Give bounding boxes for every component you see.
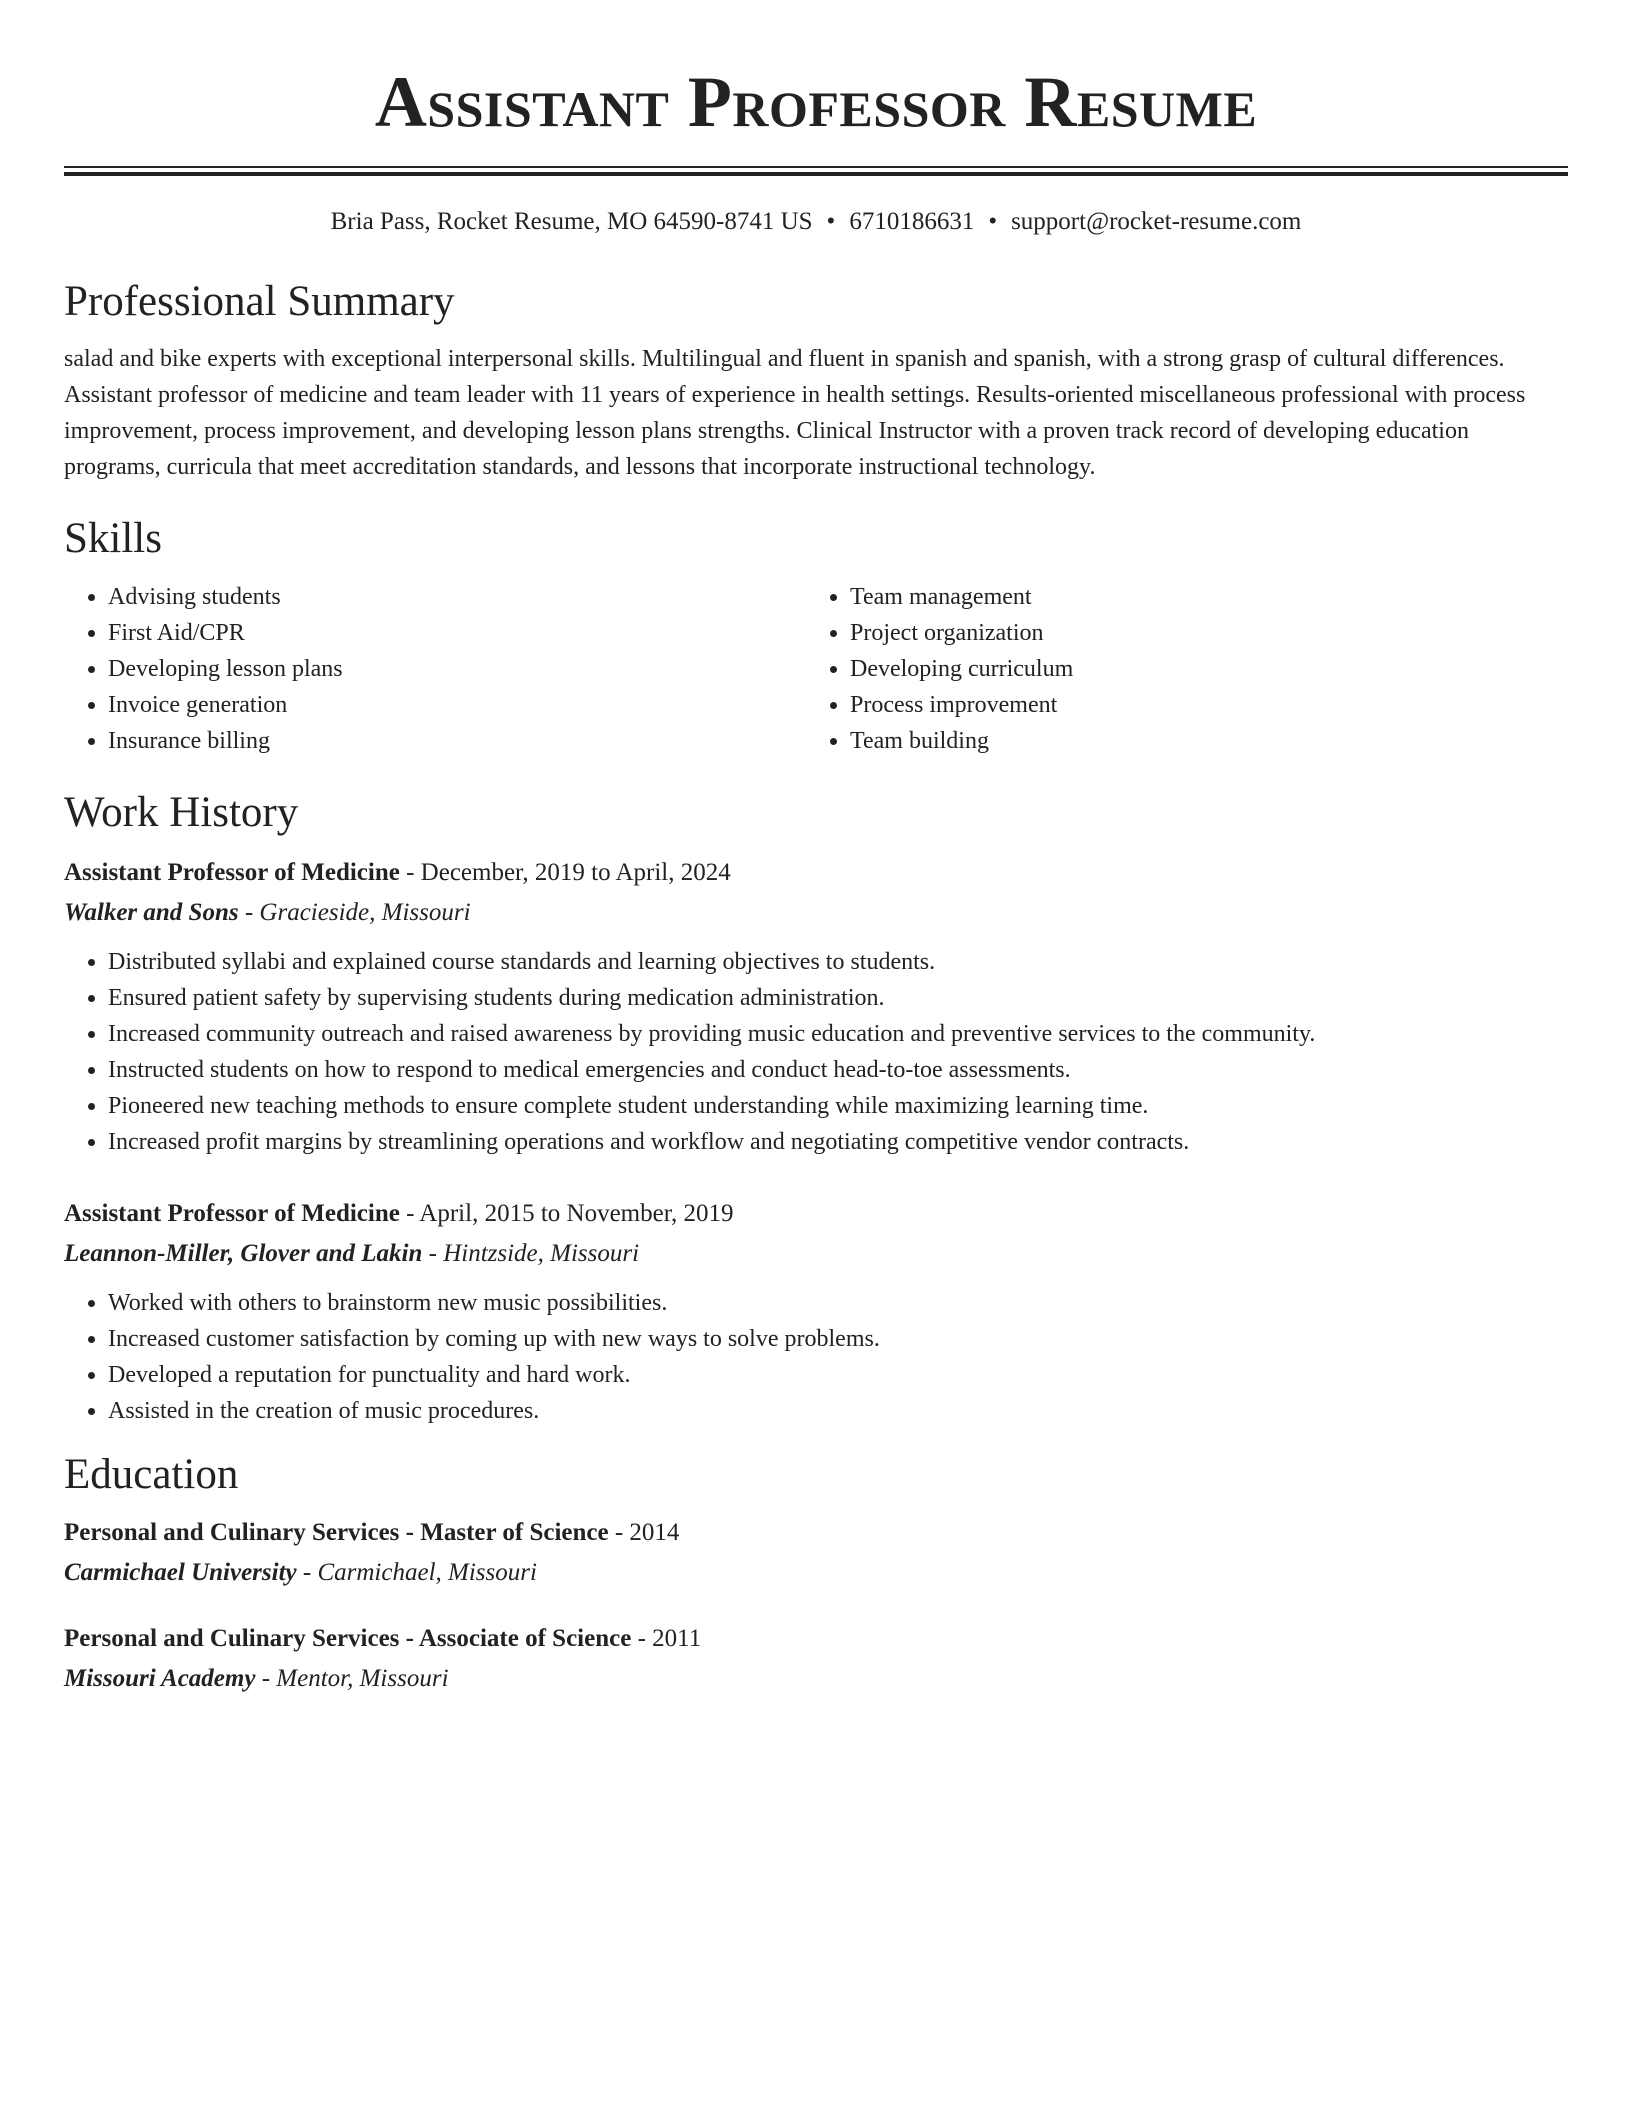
education-entry xyxy=(64,1621,1568,1697)
duty-item: • Instructed students on how to respond to medical emergencies and conduct head-to-toe assessments. xyxy=(108,1052,1568,1088)
job-entry xyxy=(64,1196,1568,1429)
duty-item: • Pioneered new teaching methods to ensure complete student understanding while maximizing learning time. xyxy=(108,1088,1568,1124)
resume-title: Assistant Professor Resume xyxy=(374,62,1258,142)
job-header: Assistant Professor of Medicine - December, 2019 to April, 2024 xyxy=(64,859,731,886)
duty-item: • Increased profit margins by streamlining operations and workflow and negotiating competitive vendor contracts. xyxy=(108,1124,1568,1160)
company-location: Gracieside, Missouri xyxy=(259,899,471,926)
skill-item: • Developing lesson plans xyxy=(108,651,806,687)
work-history-heading: Work History xyxy=(64,789,299,836)
company-name: Walker and Sons xyxy=(64,899,239,926)
title-divider xyxy=(64,166,1568,176)
duty-item: • Increased community outreach and raised awareness by providing music education and preventive services to the community. xyxy=(108,1016,1568,1052)
school-line: Carmichael University - Carmichael, Missouri xyxy=(64,1559,537,1586)
contact-email: support@rocket-resume.com xyxy=(1011,208,1302,235)
company-location: Hintzside, Missouri xyxy=(443,1240,640,1267)
duty-item: • Developed a reputation for punctuality and hard work. xyxy=(108,1357,1568,1393)
school-name: Missouri Academy xyxy=(64,1665,256,1692)
skill-item: • Team management xyxy=(850,579,1566,615)
contact-line xyxy=(64,206,1568,238)
company-name: Leannon-Miller, Glover and Lakin xyxy=(64,1240,423,1267)
skill-item: • Invoice generation xyxy=(108,687,806,723)
duty-item: • Assisted in the creation of music procedures. xyxy=(108,1393,1568,1429)
degree-name: Personal and Culinary Services - Associate of Science xyxy=(64,1625,632,1652)
education-entry xyxy=(64,1515,1568,1591)
degree-line: Personal and Culinary Services - Associate of Science - 2011 xyxy=(64,1625,702,1652)
skills-list xyxy=(64,579,1568,759)
skill-item: • Process improvement xyxy=(850,687,1566,723)
summary-text: salad and bike experts with exceptional interpersonal skills. Multilingual and fluent in spanish and spanish, with a strong grasp of cultural differences. Assistant professor of medicine and team leader with 11 years of experience in health settings. Results-oriented miscellaneous professional with process improvement, process improvement, and developing lesson plans strengths. Clinical Instructor with a proven track record of developing education programs, curricula that meet accreditation standards, and lessons that incorporate instructional technology. xyxy=(64,346,1526,480)
skill-item: • Project organization xyxy=(850,615,1566,651)
job-title: Assistant Professor of Medicine xyxy=(64,859,400,886)
degree-year: 2014 xyxy=(629,1519,680,1546)
skills-column-left xyxy=(64,579,806,759)
contact-separator: • xyxy=(988,208,998,235)
job-header: Assistant Professor of Medicine - April, 2015 to November, 2019 xyxy=(64,1200,734,1227)
contact-phone: 6710186631 xyxy=(849,208,975,235)
duty-item: • Worked with others to brainstorm new music possibilities. xyxy=(108,1285,1568,1321)
duty-item: • Distributed syllabi and explained course standards and learning objectives to students. xyxy=(108,944,1568,980)
job-title: Assistant Professor of Medicine xyxy=(64,1200,400,1227)
duty-item: • Increased customer satisfaction by coming up with new ways to solve problems. xyxy=(108,1321,1568,1357)
degree-name: Personal and Culinary Services - Master of Science xyxy=(64,1519,609,1546)
school-location: Carmichael, Missouri xyxy=(317,1559,537,1586)
job-dates: December, 2019 to April, 2024 xyxy=(420,859,731,886)
job-employer: Leannon-Miller, Glover and Lakin - Hintzside, Missouri xyxy=(64,1240,640,1267)
degree-year: 2011 xyxy=(652,1625,702,1652)
job-entry xyxy=(64,855,1568,1160)
school-line: Missouri Academy - Mentor, Missouri xyxy=(64,1665,449,1692)
job-duties xyxy=(64,944,1568,1160)
degree-line: Personal and Culinary Services - Master of Science - 2014 xyxy=(64,1519,680,1546)
skill-item: • Team building xyxy=(850,723,1566,759)
skill-item: • Insurance billing xyxy=(108,723,806,759)
skills-heading: Skills xyxy=(64,515,162,562)
skill-item: • First Aid/CPR xyxy=(108,615,806,651)
contact-separator: • xyxy=(826,208,836,235)
contact-address: Bria Pass, Rocket Resume, MO 64590-8741 US xyxy=(330,208,813,235)
duty-item: • Ensured patient safety by supervising students during medication administration. xyxy=(108,980,1568,1016)
job-employer: Walker and Sons - Gracieside, Missouri xyxy=(64,899,471,926)
school-name: Carmichael University xyxy=(64,1559,297,1586)
skills-column-right xyxy=(806,579,1566,759)
job-duties xyxy=(64,1285,1568,1429)
education-heading: Education xyxy=(64,1451,239,1498)
job-dates: April, 2015 to November, 2019 xyxy=(419,1200,734,1227)
skill-item: • Developing curriculum xyxy=(850,651,1566,687)
skill-item: • Advising students xyxy=(108,579,806,615)
school-location: Mentor, Missouri xyxy=(276,1665,449,1692)
summary-heading: Professional Summary xyxy=(64,278,455,325)
